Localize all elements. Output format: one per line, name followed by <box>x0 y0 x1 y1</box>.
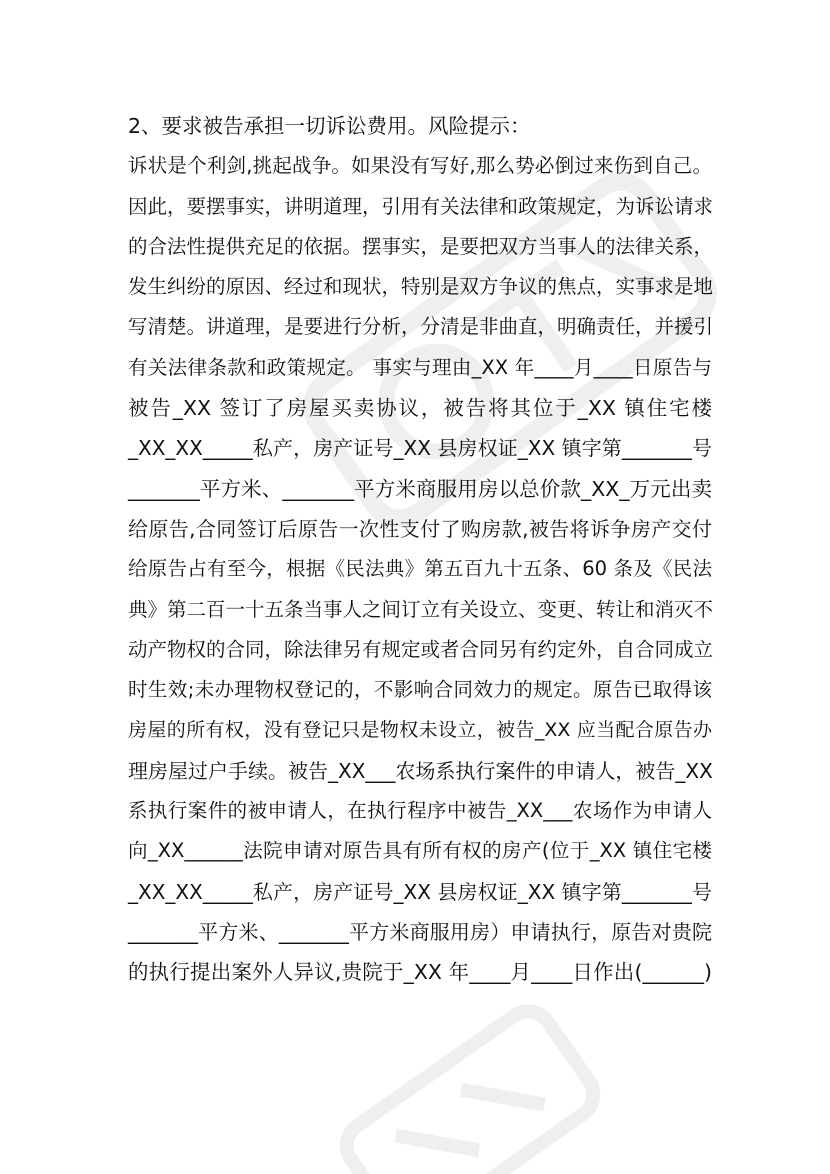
text-line-18: 系执行案件的被申请人，在执行程序中被告_XX___农场作为申请人 <box>128 799 712 823</box>
text-line-3: 因此，要摆事实，讲明道理，引用有关法律和政策规定，为诉讼请求 <box>128 194 714 218</box>
text-line-2: 诉状是个利剑,挑起战争。如果没有写好,那么势必倒过来伤到自己。 <box>128 154 712 178</box>
text-line-12: 给原告占有至今，根据《民法典》第五百九十五条、60 条及《民法 <box>128 557 712 581</box>
text-line-6: 写清楚。讲道理，是要进行分析，分清是非曲直，明确责任，并援引 <box>128 315 714 339</box>
text-line-1: 2、要求被告承担一切诉讼费用。风险提示： <box>128 114 531 138</box>
text-line-20: _XX_XX_____私产，房产证号_XX 县房权证_XX 镇字第_______号 <box>128 879 712 904</box>
text-line-8: 被告_XX 签订了房屋买卖协议，被告将其位于_XX 镇住宅楼 <box>128 396 712 421</box>
document-body <box>128 106 712 993</box>
text-line-15: 时生效;未办理物权登记的，不影响合同效力的规定。原告已取得该 <box>128 678 712 702</box>
text-line-11: 给原告,合同签订后原告一次性支付了购房款,被告将诉争房产交付 <box>128 516 712 541</box>
text-line-21: _______平方米、_______平方米商服用房）申请执行，原告对贵院 <box>128 919 712 944</box>
text-line-10: _______平方米、_______平方米商服用房以总价款_XX_万元出卖 <box>128 476 712 501</box>
text-line-9: _XX_XX_____私产，房产证号_XX 县房权证_XX 镇字第_______号 <box>128 436 712 461</box>
text-line-16: 房屋的所有权，没有登记只是物权未设立，被告_XX 应当配合原告办 <box>128 719 712 742</box>
watermark-logo-bottom <box>318 980 623 1174</box>
text-line-19: 向_XX______法院申请对原告具有所有权的房产(位于_XX 镇住宅楼 <box>128 839 712 863</box>
text-line-17: 理房屋过户手续。被告_XX___农场系执行案件的申请人，被告_XX <box>128 758 713 783</box>
text-line-13: 典》第二百一十五条当事人之间订立有关设立、变更、转让和消灭不 <box>128 597 714 621</box>
text-line-5: 发生纠纷的原因、经过和现状，特别是双方争议的焦点，实事求是地 <box>128 275 714 299</box>
text-line-7: 有关法律条款和政策规定。 事实与理由_XX 年____月____日原告与 <box>128 355 712 379</box>
text-line-4: 的合法性提供充足的依据。摆事实，是要把双方当事人的法律关系， <box>128 234 714 258</box>
text-line-14: 动产物权的合同，除法律另有规定或者合同另有约定外，自合同成立 <box>128 637 714 661</box>
text-line-22: 的执行提出案外人异议,贵院于_XX 年____月____日作出(______) <box>128 960 712 985</box>
